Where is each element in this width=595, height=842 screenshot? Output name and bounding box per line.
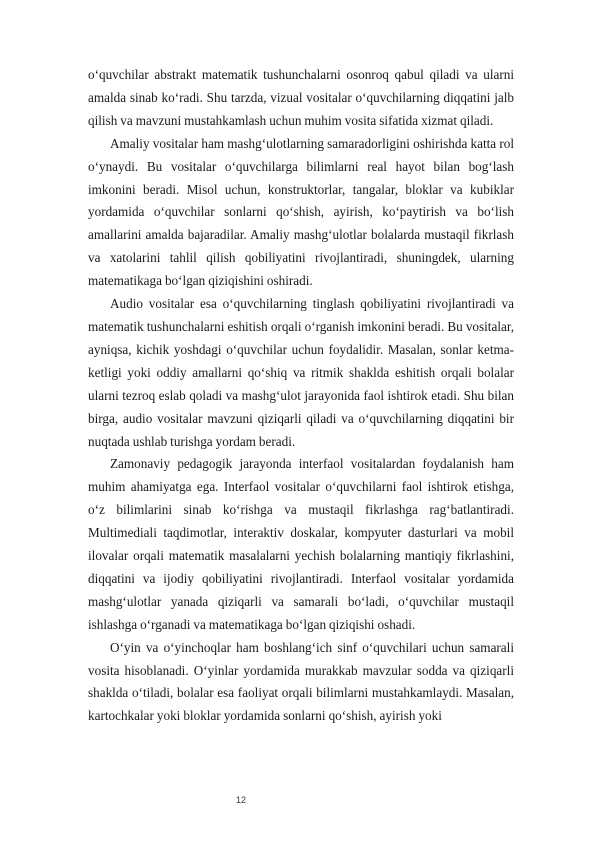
paragraph-3: Audio vositalar esa o‘quvchilarning tinglash qobiliyatini rivojlantiradi va matematik tushunchalarni eshitish orqali o‘rganish imkonini beradi. Bu vositalar, ayniqsa, kichik yoshdagi o‘quvchilar uchun foydalidir. Masalan, sonlar ketma-ketligi yoki oddiy amallarni qo‘shiq va ritmik shaklda eshitish orqali bolalar ularni tezroq eslab qoladi va mashg‘ulot jarayonida faol ishtirok etadi. Shu bilan birga, audio vositalar mavzuni qiziqarli qiladi va o‘quvchilarning diqqatini bir nuqtada ushlab turishga yordam beradi. — [88, 296, 514, 449]
page-number: 12 — [236, 795, 247, 805]
paragraph-1: o‘quvchilar abstrakt matematik tushunchalarni osonroq qabul qiladi va ularni amalda sinab ko‘radi. Shu tarzda, vizual vositalar o‘quvchilarning diqqatini jalb qilish va mavzuni mustahkamlash uchun muhim vosita sifatida xizmat qiladi. — [88, 67, 514, 128]
paragraph-2: Amaliy vositalar ham mashg‘ulotlarning samaradorligini oshirishda katta rol o‘ynaydi. Bu vositalar o‘quvchilarga bilimlarni real hayot bilan bog‘lash imkonini beradi. Misol uchun, konstruktorlar, tangalar, bloklar va kubiklar yordamida o‘quvchilar sonlarni qo‘shish, ayirish, ko‘paytirish va bo‘lish amallarini amalda bajaradilar. Amaliy mashg‘ulotlar bolalarda mustaqil fikrlash va xatolarini tahlil qilish qobiliyatini rivojlantiradi, shuningdek, ularning matematikaga bo‘lgan qiziqishini oshiradi. — [88, 135, 514, 289]
body-text — [88, 64, 514, 728]
paragraph-5: O‘yin va o‘yinchoqlar ham boshlang‘ich sinf o‘quvchilari uchun samarali vosita hisoblanadi. O‘yinlar yordamida murakkab mavzular sodda va qiziqarli shaklda o‘tiladi, bolalar esa faoliyat orqali bilimlarni mustahkamlaydi. Masalan, kartochkalar yoki bloklar yordamida sonlarni qo‘shish, ayirish yoki — [88, 639, 514, 724]
paragraph-4: Zamonaviy pedagogik jarayonda interfaol vositalardan foydalanish ham muhim ahamiyatga ega. Interfaol vositalar o‘quvchilarni faol ishtirok etishga, o‘z bilimlarini sinab ko‘rishga va mustaqil fikrlashga rag‘batlantiradi. Multimediali taqdimotlar, interaktiv doskalar, kompyuter dasturlari va mobil ilovalar orqali matematik masalalarni yechish bolalarning mantiqiy fikrlashini, diqqatini va ijodiy qobiliyatini rivojlantiradi. Interfaol vositalar yordamida mashg‘ulotlar yanada qiziqarli va samarali bo‘ladi, o‘quvchilar mustaqil ishlashga o‘rganadi va matematikaga bo‘lgan qiziqishi oshadi. — [88, 456, 514, 632]
